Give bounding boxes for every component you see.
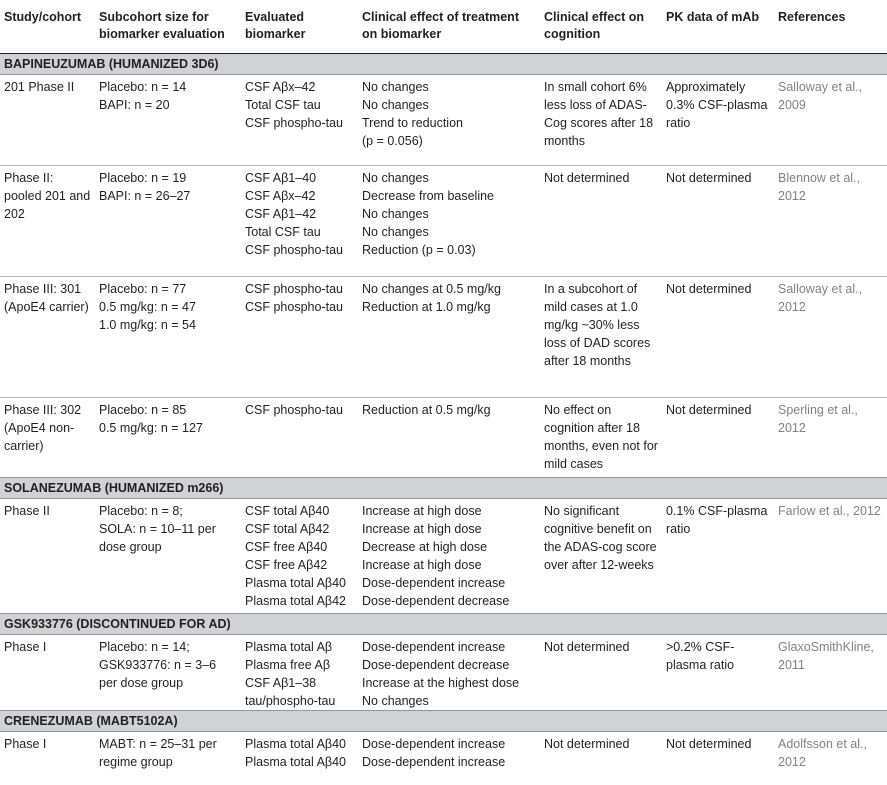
cell-subcohort-line: BAPI: n = 26–27 bbox=[99, 189, 191, 203]
cell-biomarker bbox=[241, 166, 358, 277]
cell-biomarker-line: CSF total Aβ42 bbox=[245, 522, 330, 536]
cell-cognition: In a subcohort of mild cases at 1.0 mg/kg ~30% less loss of DAD scores after 18 months bbox=[540, 277, 662, 398]
cell-biomarker-line: CSF total Aβ40 bbox=[245, 504, 330, 518]
cell-effect-line: Reduction (p = 0.03) bbox=[362, 243, 476, 257]
cell-subcohort bbox=[95, 166, 241, 277]
cell-cognition: In small cohort 6% less loss of ADAS-Cog scores after 18 months bbox=[540, 75, 662, 166]
cell-biomarker-line: Plasma total Aβ40 bbox=[245, 755, 346, 769]
cell-subcohort-line: per dose group bbox=[99, 676, 184, 690]
section-title: CRENEZUMAB (MABT5102A) bbox=[0, 711, 887, 732]
section-title: GSK933776 (DISCONTINUED FOR AD) bbox=[0, 614, 887, 635]
cell-effect-line: Dose-dependent decrease bbox=[362, 594, 510, 608]
cell-cognition: No significant cognitive benefit on the ADAS-cog score over after 12-weeks bbox=[544, 504, 657, 572]
cell-effect-line: Decrease from baseline bbox=[362, 189, 495, 203]
cell-reference: Blennow et al., 2012 bbox=[774, 166, 887, 277]
cell-pk: Not determined bbox=[662, 166, 774, 277]
header-references: References bbox=[774, 0, 887, 54]
table-row bbox=[0, 166, 887, 277]
cell-subcohort-line: dose group bbox=[99, 540, 162, 554]
section-header bbox=[0, 614, 887, 635]
cell-effect-line: No changes bbox=[362, 225, 429, 239]
section-title: SOLANEZUMAB (HUMANIZED m266) bbox=[0, 478, 887, 499]
cell-subcohort-line: MABT: n = 25–31 per bbox=[99, 737, 217, 751]
cell-effect-line: No changes bbox=[362, 98, 429, 112]
header-row bbox=[0, 0, 887, 54]
cell-pk: 0.1% CSF-plasma ratio bbox=[666, 504, 768, 536]
cell-biomarker-line: tau/phospho-tau bbox=[245, 694, 336, 708]
cell-biomarker bbox=[241, 499, 358, 614]
cell-pk: Not determined bbox=[662, 277, 774, 398]
header-biomarker: Evaluated biomarker bbox=[241, 0, 358, 54]
cell-study: Phase I bbox=[4, 640, 47, 654]
cell-pk: >0.2% CSF-plasma ratio bbox=[666, 640, 735, 672]
cell-effect bbox=[358, 635, 540, 711]
table-row bbox=[0, 635, 887, 711]
cell-biomarker-line: CSF free Aβ40 bbox=[245, 540, 328, 554]
header-effect: Clinical effect of treatment on biomarker bbox=[358, 0, 540, 54]
cell-subcohort bbox=[95, 732, 241, 785]
section-header bbox=[0, 54, 887, 75]
cell-effect-line: Trend to reduction bbox=[362, 116, 463, 130]
cell-reference: GlaxoSmithKline, 2011 bbox=[778, 640, 874, 672]
cell-cognition: Not determined bbox=[544, 640, 630, 654]
cell-subcohort-line: 0.5 mg/kg: n = 127 bbox=[99, 421, 203, 435]
cell-reference: Farlow et al., 2012 bbox=[778, 504, 881, 518]
header-pk: PK data of mAb bbox=[662, 0, 774, 54]
cell-subcohort bbox=[95, 499, 241, 614]
table-body bbox=[0, 54, 887, 785]
cell-subcohort-line: Placebo: n = 14 bbox=[99, 80, 187, 94]
cell-effect-line: Decrease at high dose bbox=[362, 540, 488, 554]
cell-effect-line: Dose-dependent increase bbox=[362, 640, 506, 654]
cell-subcohort-line: SOLA: n = 10–11 per bbox=[99, 522, 216, 536]
cell-effect-line: Increase at high dose bbox=[362, 504, 482, 518]
cell-subcohort bbox=[95, 398, 241, 478]
cell-study: Phase III: 301 (ApoE4 carrier) bbox=[0, 277, 95, 398]
cell-effect-line: No changes bbox=[362, 80, 429, 94]
cell-effect bbox=[358, 75, 540, 166]
cell-pk: Not determined bbox=[666, 403, 752, 417]
cell-biomarker-line: Plasma total Aβ42 bbox=[245, 594, 346, 608]
header-cognition: Clinical effect on cognition bbox=[540, 0, 662, 54]
cell-effect-line: No changes bbox=[362, 694, 429, 708]
cell-biomarker-line: CSF Aβ1–42 bbox=[245, 207, 317, 221]
section-header bbox=[0, 478, 887, 499]
table-row bbox=[0, 75, 887, 166]
cell-effect-line: No changes at 0.5 mg/kg bbox=[362, 282, 501, 296]
cell-biomarker-line: Plasma total Aβ40 bbox=[245, 576, 346, 590]
cell-biomarker-line: CSF phospho-tau bbox=[245, 116, 343, 130]
cell-cognition: No effect on cognition after 18 months, even not for mild cases bbox=[544, 403, 658, 471]
cell-biomarker-line: Plasma total Aβ40 bbox=[245, 737, 346, 751]
cell-subcohort-line: 1.0 mg/kg: n = 54 bbox=[99, 318, 196, 332]
cell-effect bbox=[358, 499, 540, 614]
cell-effect-line: Increase at the highest dose bbox=[362, 676, 520, 690]
cell-biomarker-line: CSF phospho-tau bbox=[245, 300, 343, 314]
header-subcohort: Subcohort size for biomarker evaluation bbox=[95, 0, 241, 54]
cell-effect-line: Dose-dependent increase bbox=[362, 755, 506, 769]
cell-subcohort-line: Placebo: n = 19 bbox=[99, 171, 187, 185]
cell-pk: Approximately 0.3% CSF-plasma ratio bbox=[662, 75, 774, 166]
table-row bbox=[0, 398, 887, 478]
cell-biomarker-line: CSF Aβx–42 bbox=[245, 80, 316, 94]
cell-biomarker-line: CSF Aβ1–40 bbox=[245, 171, 317, 185]
cell-effect bbox=[358, 732, 540, 785]
table-row bbox=[0, 499, 887, 614]
cell-biomarker-line: CSF Aβ1–38 bbox=[245, 676, 317, 690]
section-title: BAPINEUZUMAB (HUMANIZED 3D6) bbox=[0, 54, 887, 75]
table-row bbox=[0, 277, 887, 398]
cell-biomarker-line: Plasma total Aβ bbox=[245, 640, 333, 654]
cell-effect-line: No changes bbox=[362, 171, 429, 185]
cell-study: Phase II: pooled 201 and 202 bbox=[0, 166, 95, 277]
cell-study: Phase II bbox=[4, 504, 50, 518]
cell-biomarker bbox=[241, 75, 358, 166]
cell-biomarker-line: CSF phospho-tau bbox=[245, 282, 343, 296]
cell-effect-line: Dose-dependent increase bbox=[362, 737, 506, 751]
cell-biomarker bbox=[241, 635, 358, 711]
cell-reference: Adolfsson et al., 2012 bbox=[778, 737, 867, 769]
cell-effect-line: (p = 0.056) bbox=[362, 134, 423, 148]
cell-subcohort bbox=[95, 75, 241, 166]
cell-biomarker-line: CSF phospho-tau bbox=[245, 403, 343, 417]
cell-subcohort-line: BAPI: n = 20 bbox=[99, 98, 170, 112]
cell-biomarker-line: Plasma free Aβ bbox=[245, 658, 331, 672]
cell-subcohort-line: 0.5 mg/kg: n = 47 bbox=[99, 300, 196, 314]
cell-effect bbox=[358, 398, 540, 478]
section-header bbox=[0, 711, 887, 732]
header-study: Study/cohort bbox=[0, 0, 95, 54]
cell-effect-line: No changes bbox=[362, 207, 429, 221]
cell-effect-line: Dose-dependent decrease bbox=[362, 658, 510, 672]
cell-effect-line: Increase at high dose bbox=[362, 522, 482, 536]
cell-subcohort-line: Placebo: n = 77 bbox=[99, 282, 187, 296]
cell-effect bbox=[358, 277, 540, 398]
cell-effect-line: Dose-dependent increase bbox=[362, 576, 506, 590]
cell-subcohort-line: Placebo: n = 14; bbox=[99, 640, 190, 654]
cell-effect-line: Increase at high dose bbox=[362, 558, 482, 572]
cell-cognition: Not determined bbox=[540, 166, 662, 277]
cell-subcohort bbox=[95, 635, 241, 711]
cell-reference: Sperling et al., 2012 bbox=[778, 403, 858, 435]
cell-effect bbox=[358, 166, 540, 277]
cell-subcohort-line: regime group bbox=[99, 755, 173, 769]
cell-biomarker bbox=[241, 732, 358, 785]
cell-biomarker bbox=[241, 277, 358, 398]
cell-subcohort-line: Placebo: n = 8; bbox=[99, 504, 183, 518]
cell-cognition: Not determined bbox=[544, 737, 630, 751]
cell-effect-line: Reduction at 0.5 mg/kg bbox=[362, 403, 491, 417]
cell-biomarker-line: Total CSF tau bbox=[245, 98, 321, 112]
cell-study: Phase I bbox=[4, 737, 47, 751]
cell-study: Phase III: 302 (ApoE4 non-carrier) bbox=[4, 403, 82, 453]
cell-biomarker-line: CSF phospho-tau bbox=[245, 243, 343, 257]
cell-study: 201 Phase II bbox=[0, 75, 95, 166]
table-row bbox=[0, 732, 887, 785]
cell-biomarker-line: CSF free Aβ42 bbox=[245, 558, 328, 572]
cell-biomarker-line: CSF Aβx–42 bbox=[245, 189, 316, 203]
cell-biomarker-line: Total CSF tau bbox=[245, 225, 321, 239]
cell-subcohort-line: Placebo: n = 85 bbox=[99, 403, 187, 417]
cell-pk: Not determined bbox=[666, 737, 752, 751]
cell-reference: Salloway et al., 2012 bbox=[774, 277, 887, 398]
cell-reference: Salloway et al., 2009 bbox=[774, 75, 887, 166]
cell-biomarker bbox=[241, 398, 358, 478]
cell-subcohort bbox=[95, 277, 241, 398]
cell-effect-line: Reduction at 1.0 mg/kg bbox=[362, 300, 491, 314]
cell-subcohort-line: GSK933776: n = 3–6 bbox=[99, 658, 217, 672]
